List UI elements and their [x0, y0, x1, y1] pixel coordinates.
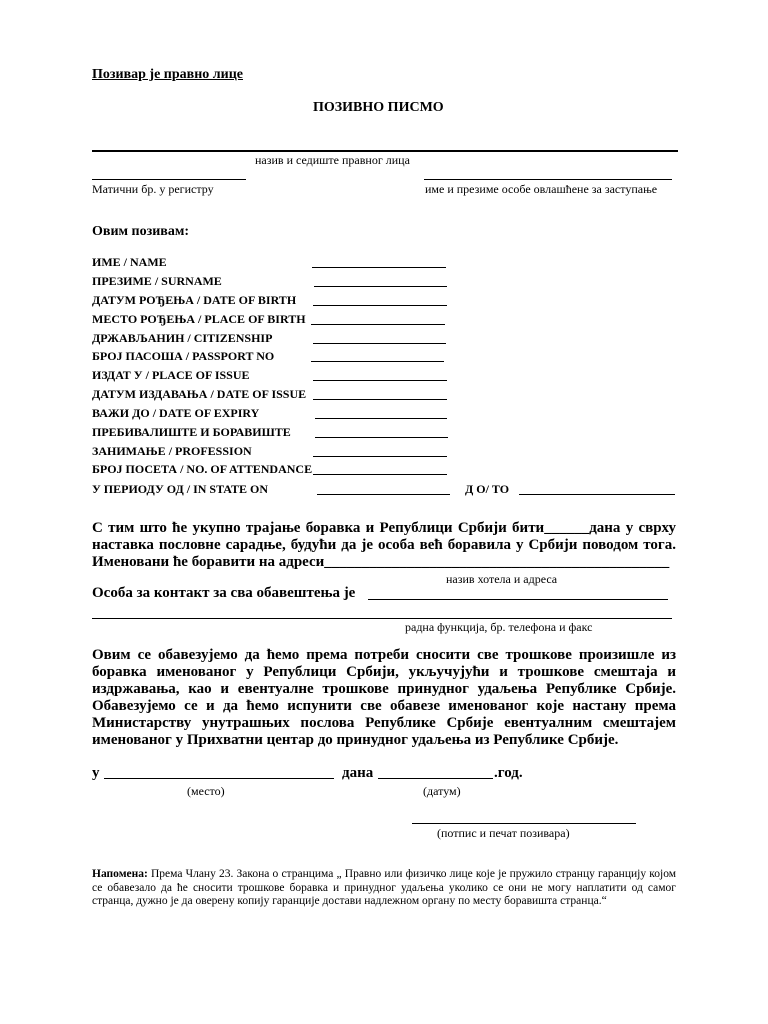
field-label-name: ИМЕ / NAME: [92, 255, 167, 269]
intro-text: Овим позивам:: [92, 224, 190, 239]
contact-label: Особа за контакт за сва обавештења је: [92, 585, 356, 601]
field-label-citizenship: ДРЖАВЉАНИН / CITIZENSHIP: [92, 331, 273, 345]
field-label-passport-no: БРОЈ ПАСОША / PASSPORT NO: [92, 349, 275, 363]
field-line-date-of-birth[interactable]: [313, 305, 447, 306]
signature-caption: (потпис и печат позивара): [437, 826, 570, 840]
note-label: Напомена:: [92, 868, 148, 880]
period-to-label: Д О/ ТО: [465, 482, 510, 496]
field-label-period-from: У ПЕРИОДУ ОД / IN STATE ON: [92, 482, 268, 496]
representative-caption: име и презиме особе овлашћене за заступање: [425, 182, 658, 196]
registry-number-line[interactable]: [92, 179, 246, 180]
stay-paragraph: С тим што ће укупно трајање боравка и Републици Србији бити______дана у сврху наставка пословне сарадње, будући да је особа већ боравила у Србији поводом тога. Именовани ће боравити на адреси______________________________________________: [92, 520, 676, 570]
field-line-date-of-expiry[interactable]: [315, 418, 447, 419]
field-line-place-of-birth[interactable]: [311, 324, 445, 325]
contact-line[interactable]: [368, 599, 668, 600]
signature-line[interactable]: [412, 823, 636, 824]
field-label-surname: ПРЕЗИМЕ / SURNAME: [92, 274, 222, 288]
company-name-line[interactable]: [92, 150, 678, 152]
field-line-place-of-issue[interactable]: [313, 380, 447, 381]
hotel-caption: назив хотела и адреса: [446, 572, 558, 586]
field-line-residence[interactable]: [315, 437, 448, 438]
field-label-attendance: БРОЈ ПОСЕТА / NO. OF ATTENDANCE: [92, 462, 313, 476]
field-line-profession[interactable]: [313, 456, 447, 457]
note-paragraph: [92, 868, 676, 909]
document-title: ПОЗИВНО ПИСМО: [313, 100, 444, 115]
field-line-surname[interactable]: [314, 286, 447, 287]
place-caption: (место): [187, 784, 225, 798]
inviter-type-heading: Позивар је правно лице: [92, 67, 243, 82]
note-text: Према Члану 23. Закона о странцима „ Правно или физичко лице које је пружило странцу гаранцију којом се обавезало да ће сносити трошкове боравка и принудног удаљења уколико се они не могу наплатити од самог странца, дужно је да оверену копију гаранције достави надлежном органу по месту боравишта странца.“: [92, 868, 676, 907]
field-label-date-of-birth: ДАТУМ РОЂЕЊА / DATE OF BIRTH: [92, 293, 297, 307]
field-label-date-of-issue: ДАТУМ ИЗДАВАЊА / DATE OF ISSUE: [92, 387, 307, 401]
contact-details-line[interactable]: [92, 618, 672, 619]
field-line-period-to[interactable]: [519, 494, 675, 495]
representative-line[interactable]: [424, 179, 672, 180]
field-label-profession: ЗАНИМАЊЕ / PROFESSION: [92, 444, 252, 458]
registry-caption: Матични бр. у регистру: [92, 182, 214, 196]
field-line-passport-no[interactable]: [311, 361, 444, 362]
date-prefix: дана: [342, 765, 374, 781]
place-prefix: у: [92, 765, 100, 781]
contact-caption: радна функција, бр. телефона и факс: [405, 620, 593, 634]
field-line-date-of-issue[interactable]: [313, 399, 447, 400]
place-line[interactable]: [104, 778, 334, 779]
field-label-place-of-issue: ИЗДАТ У / PLACE OF ISSUE: [92, 368, 250, 382]
company-caption: назив и седиште правног лица: [255, 153, 410, 167]
field-label-date-of-expiry: ВАЖИ ДО / DATE OF EXPIRY: [92, 406, 260, 420]
date-line[interactable]: [378, 778, 493, 779]
field-line-attendance[interactable]: [313, 474, 447, 475]
date-caption: (датум): [423, 784, 461, 798]
field-line-name[interactable]: [312, 267, 446, 268]
field-label-residence: ПРЕБИВАЛИШТЕ И БОРАВИШТЕ: [92, 425, 291, 439]
field-line-period-from[interactable]: [317, 494, 450, 495]
field-line-citizenship[interactable]: [313, 343, 446, 344]
obligation-paragraph: Овим се обавезујемо да ћемо према потреби сносити све трошкове произишле из боравка именованог у Републици Србији, укључујући и трошкове смештаја и издржавања, као и евентуалне трошкове принудног удаљења Републике Србије. Обавезујемо се и да ћемо испунити све обавезе именованог које настану према Министарству унутрашњих послова Републике Србије евентуалним смештајем именованог у Прихватни центар до принудног удаљења из Републике Србије.: [92, 647, 676, 748]
field-label-place-of-birth: МЕСТО РОЂЕЊА / PLACE OF BIRTH: [92, 312, 306, 326]
year-suffix: .год.: [494, 765, 523, 781]
